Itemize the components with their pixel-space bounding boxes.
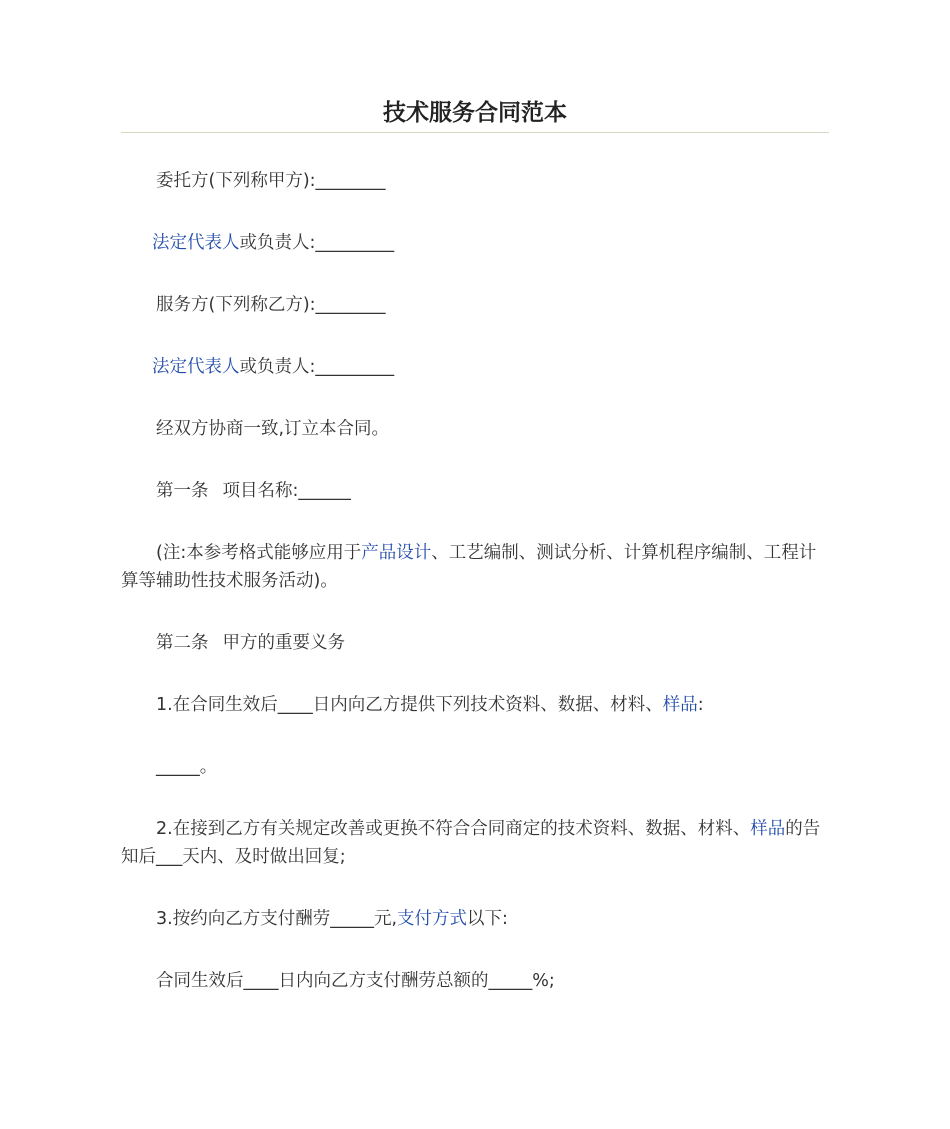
legal-representative-link[interactable]: 法定代表人 [152,233,240,253]
article-2-heading [121,629,829,657]
paragraph-agreement [121,415,829,443]
title-divider [121,132,829,133]
article-number: 第二条 [156,633,209,653]
article-title: 项目名称:______ [222,481,351,501]
clause-2 [121,815,829,871]
sample-link[interactable]: 样品 [750,819,786,839]
paragraph-client [121,167,829,195]
payment-text: 合同生效后____日内向乙方支付酬劳总额的_____%; [156,971,555,991]
paragraph-provider [121,291,829,319]
note-text-start: (注:本参考格式能够应用于 [156,543,362,563]
provider-line: 服务方(下列称乙方):________ [156,295,386,315]
product-design-link[interactable]: 产品设计 [361,543,432,563]
clause-text-end: 的告知后___天内、及时做出回复; [121,819,821,867]
clause-text: 1.在合同生效后____日内向乙方提供下列技术资料、数据、材料、 [156,695,663,715]
clause-3 [121,905,829,933]
clause-1-blank [121,753,829,781]
clause-text: 2.在接到乙方有关规定改善或更换不符合合同商定的技术资料、数据、材料、 [156,819,751,839]
representative-line: 或负责人:_________ [239,357,395,377]
paragraph-client-representative [121,229,829,257]
paragraph-provider-representative [121,353,829,381]
document-page [121,96,829,1029]
client-line: 委托方(下列称甲方):________ [156,171,386,191]
clause-1 [121,691,829,719]
representative-line: 或负责人:_________ [239,233,395,253]
clause-text-end: : [697,695,704,715]
clause-text-end: 以下: [467,909,508,929]
sample-link[interactable]: 样品 [662,695,698,715]
agreement-text: 经双方协商一致,订立本合同。 [156,419,390,439]
clause-text: 3.按约向乙方支付酬劳_____元, [156,909,398,929]
payment-method-link[interactable]: 支付方式 [397,909,468,929]
clause-3-payment [121,967,829,995]
note-text-end: 、工艺编制、测试分析、计算机程序编制、工程计算等辅助性技术服务活动)。 [121,543,817,591]
article-title: 甲方的重要义务 [222,633,345,653]
paragraph-note [121,539,829,595]
legal-representative-link[interactable]: 法定代表人 [152,357,240,377]
document-title: 技术服务合同范本 [383,100,567,126]
article-number: 第一条 [156,481,209,501]
blank-line: _____。 [156,757,218,777]
article-1-heading [121,477,829,505]
